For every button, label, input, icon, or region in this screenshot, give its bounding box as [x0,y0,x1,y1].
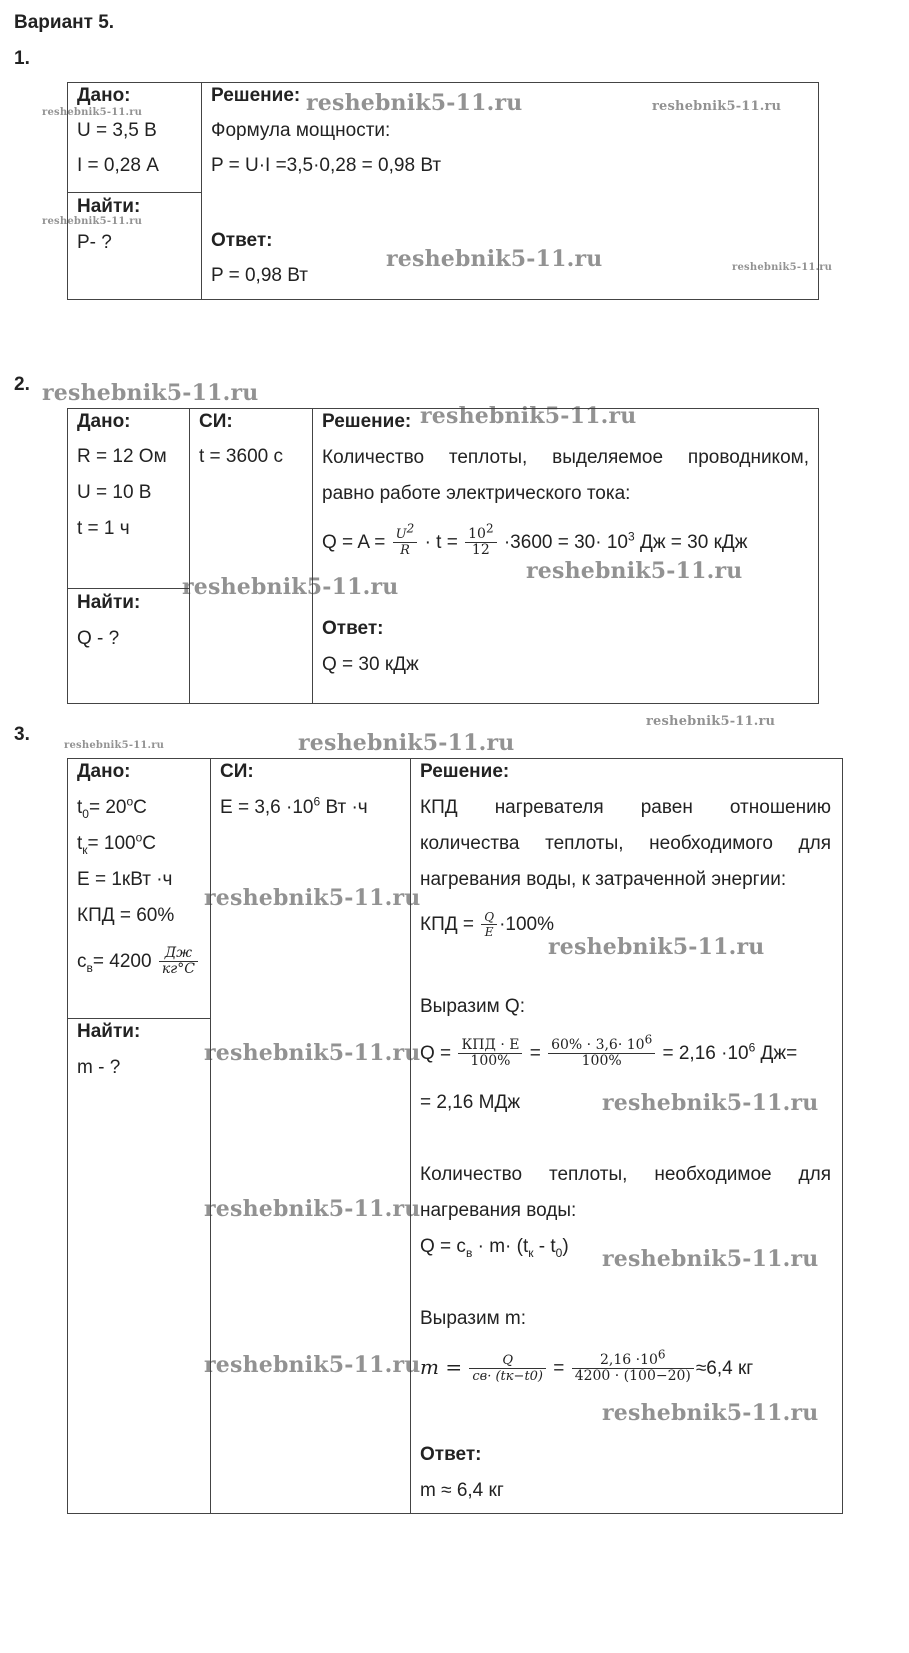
frac-num-sup: 6 [644,1032,653,1047]
problem-2-find-label: Найти: [77,592,141,613]
watermark: reshebnik5-11.ru [204,1196,421,1222]
frac-num: 2,16 ·10 [600,1352,658,1369]
frac-num: U [395,527,407,543]
problem-2-col-divider-2 [312,408,313,704]
problem-3-find: m - ? [77,1057,121,1078]
watermark: reshebnik5-11.ru [602,1246,819,1272]
fraction-c-unit [159,946,198,977]
problem-2-solution-label: Решение: [322,411,412,432]
problem-2-answer: Q = 30 кДж [322,654,419,675]
problem-1-solution-line-1: Формула мощности: [211,120,391,141]
problem-1-row-divider [67,192,201,193]
watermark: reshebnik5-11.ru [204,885,421,911]
t0-symbol: t [77,797,83,818]
q-rhs: = 2,16 ·10 [662,1043,749,1064]
problem-2-given-r: R = 12 Ом [77,446,167,467]
watermark: reshebnik5-11.ru [548,934,765,960]
formula-rhs: ·3600 = 30· 10 [503,532,628,553]
problem-1-solution-line-2: P = U·I =3,5·0,28 = 0,98 Вт [211,155,442,176]
problem-3-row-divider [67,1018,210,1019]
problem-2-solution-line-2: равно работе электрического тока: [322,483,631,504]
problem-1-find-label: Найти: [77,196,141,217]
fraction-q-over-e [481,910,497,939]
problem-2-given-u: U = 10 В [77,482,152,503]
tk-unit: C [142,833,157,854]
problem-3-answer-label: Ответ: [420,1444,482,1465]
problem-3-col-divider-1 [210,758,211,1514]
fraction-u2-over-r [393,522,418,559]
watermark: reshebnik5-11.ru [204,1352,421,1378]
frac-den: E [484,925,494,940]
fraction-60-36 [548,1032,655,1070]
problem-1-number: 1. [14,48,30,69]
heat-sub3: 0 [555,1245,563,1260]
frac-num: 10 [468,526,486,543]
frac-den: cв· (tк−t0) [472,1369,544,1385]
problem-2-find: Q - ? [77,628,120,649]
problem-2-si-label: СИ: [199,411,233,432]
kpd-lhs: КПД = [420,914,474,935]
frac-num-sup: 6 [657,1347,666,1362]
problem-3-given-t0 [77,794,147,821]
si-e-value: E = 3,6 ·10 [220,797,314,818]
problem-3-given-tk [77,830,157,857]
watermark: reshebnik5-11.ru [386,246,603,272]
watermark: reshebnik5-11.ru [64,740,165,751]
formula-rhs-tail: Дж = 30 кДж [634,532,748,553]
fraction-q-over-c [469,1353,546,1384]
frac-den: 4200 · (100−20) [574,1368,691,1385]
formula-lhs: Q = A = [322,532,386,553]
problem-2-answer-label: Ответ: [322,618,384,639]
variant-title: Вариант 5. [14,12,115,33]
frac-den: R [400,543,410,559]
fraction-216-over-4200 [572,1347,694,1385]
problem-3-express-q: Выразим Q: [420,996,525,1017]
problem-2-si-t: t = 3600 с [199,446,283,467]
watermark: reshebnik5-11.ru [42,380,259,406]
frac-den: 100% [581,1053,622,1070]
heat-sub1: в [465,1245,473,1260]
frac-den: 12 [471,542,490,559]
watermark: reshebnik5-11.ru [182,574,399,600]
m-rhs: ≈6,4 кг [695,1358,754,1379]
problem-3-si-e [220,794,368,819]
problem-3-heat-formula [420,1236,569,1258]
heat-c: - t [533,1236,556,1257]
frac-num: КПД · E [458,1038,522,1054]
problem-3-heat-text-2: нагревания воды: [420,1200,577,1221]
q-lhs: Q = [420,1043,452,1064]
tk-value: = 100 [87,833,136,854]
tk-sub: к [82,842,88,857]
watermark: reshebnik5-11.ru [646,714,776,729]
tk-symbol: t [77,833,83,854]
si-e-unit: Вт ·ч [320,797,368,818]
problem-3-number: 3. [14,724,30,745]
problem-3-heat-text-1: Количество теплоты, необходимое для [420,1164,831,1185]
heat-d: ) [562,1236,569,1257]
problem-3-solution-intro-3: нагревания воды, к затраченной энергии: [420,869,787,890]
heat-sub2: к [528,1245,534,1260]
formula-mid: · t = [424,532,458,553]
problem-2-given-label: Дано: [77,411,131,432]
watermark: reshebnik5-11.ru [204,1040,421,1066]
watermark: reshebnik5-11.ru [526,558,743,584]
frac-num-sup: 2 [485,521,494,536]
problem-3-m-formula [420,1345,753,1391]
problem-2-col-divider-1 [189,408,190,704]
frac-num-sup: 2 [406,522,415,537]
problem-3-given-c [77,940,200,984]
t0-unit: C [133,797,147,818]
fraction-10-2-over-12 [465,521,496,559]
problem-2-solution-line-1: Количество теплоты, выделяемое проводником, [322,447,809,468]
watermark: reshebnik5-11.ru [42,216,143,227]
c-sub: в [86,960,93,975]
problem-3-find-label: Найти: [77,1021,141,1042]
problem-1-col-divider [201,82,202,300]
problem-3-q-formula [420,1032,797,1076]
watermark: reshebnik5-11.ru [602,1400,819,1426]
problem-1-answer-label: Ответ: [211,230,273,251]
frac-den: 100% [470,1053,511,1070]
problem-1-solution-label: Решение: [211,85,301,106]
problem-1-answer: P = 0,98 Вт [211,265,308,286]
problem-1-given-label: Дано: [77,85,131,106]
problem-3-q-result: = 2,16 МДж [420,1092,521,1113]
frac-num: 60% · 3,6· 10 [551,1037,645,1054]
fraction-kpd-e [458,1038,522,1069]
si-e-sup: 6 [313,794,321,809]
problem-3-col-divider-2 [410,758,411,1514]
problem-3-kpd-formula [420,903,554,947]
m-lhs: m = [420,1355,463,1379]
frac-num: Q [469,1353,546,1369]
watermark: reshebnik5-11.ru [306,90,523,116]
problem-3-solution-intro-2: количества теплоты, необходимого для [420,833,831,854]
heat-b: · m· (t [472,1236,529,1257]
watermark: reshebnik5-11.ru [42,107,143,118]
problem-3-solution-label: Решение: [420,761,510,782]
frac-num: Q [481,910,497,925]
problem-2-row-divider [67,588,189,589]
q-rhs-tail: Дж= [755,1043,798,1064]
watermark: reshebnik5-11.ru [602,1090,819,1116]
problem-3-answer: m ≈ 6,4 кг [420,1480,504,1501]
problem-1-given-u: U = 3,5 В [77,120,157,141]
problem-3-si-label: СИ: [220,761,254,782]
q-eq: = [529,1043,541,1064]
t0-sub: 0 [82,806,89,821]
heat-a: Q = c [420,1236,466,1257]
problem-2-number: 2. [14,374,30,395]
c-value: = 4200 [92,951,152,972]
c-symbol: c [77,951,87,972]
frac-den: кг°C [161,961,195,978]
t0-value: = 20 [88,797,127,818]
t0-deg: o [126,794,134,809]
kpd-rhs: ·100% [499,914,555,935]
problem-3-express-m: Выразим m: [420,1308,527,1329]
watermark: reshebnik5-11.ru [732,262,833,273]
problem-3-given-e: E = 1кВт ·ч [77,869,173,890]
watermark: reshebnik5-11.ru [420,403,637,429]
problem-3-given-kpd: КПД = 60% [77,905,175,926]
m-eq: = [553,1358,565,1379]
problem-3-solution-intro-1: КПД нагревателя равен отношению [420,797,831,818]
formula-rhs-sup: 3 [627,529,635,544]
watermark: reshebnik5-11.ru [652,99,782,114]
watermark: reshebnik5-11.ru [298,730,515,756]
frac-num: Дж [159,946,198,962]
problem-2-given-t: t = 1 ч [77,518,130,539]
problem-3-given-label: Дано: [77,761,131,782]
q-rhs-sup: 6 [748,1040,756,1055]
problem-1-find: P- ? [77,232,112,253]
problem-1-given-i: I = 0,28 А [77,155,159,176]
tk-deg: o [135,830,143,845]
